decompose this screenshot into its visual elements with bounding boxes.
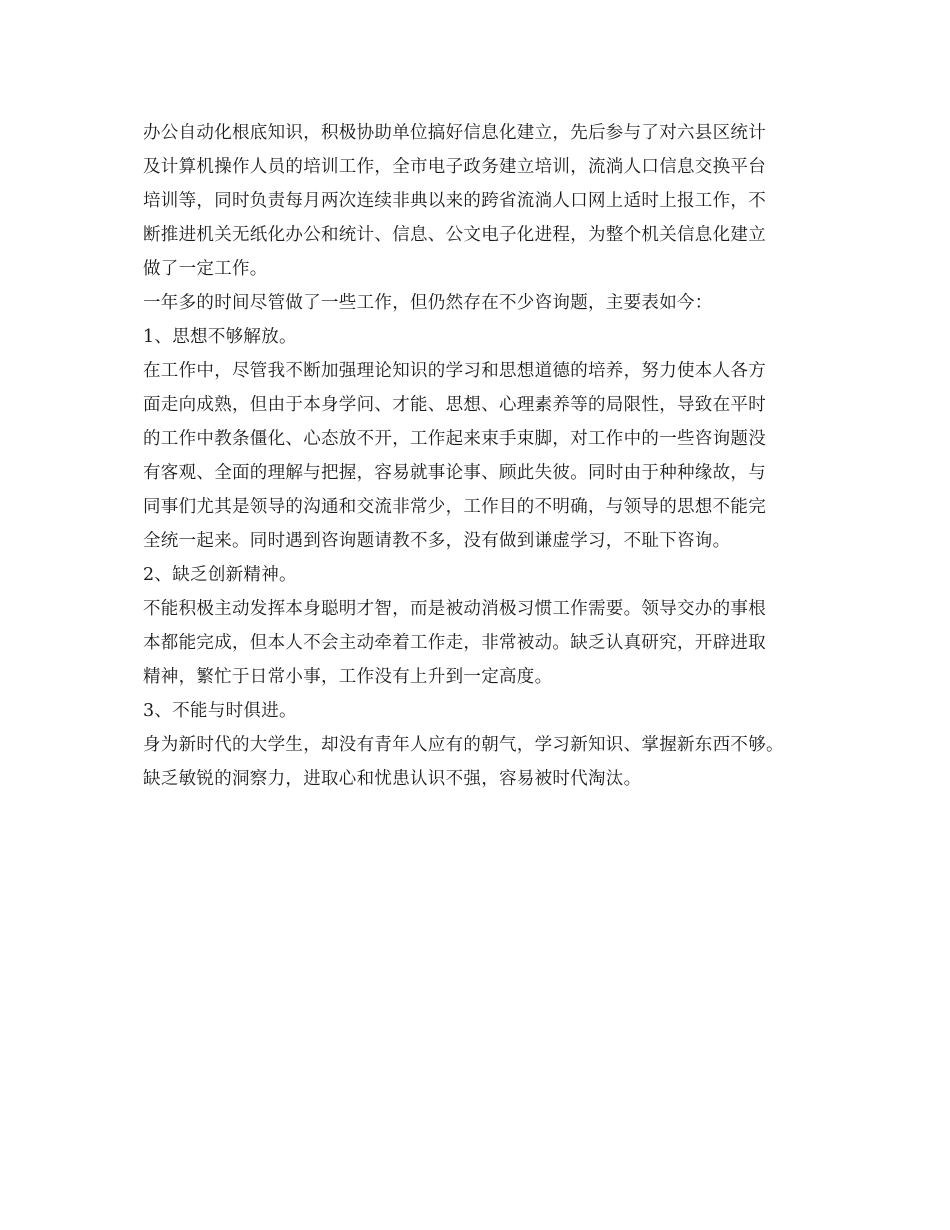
- text-line: 做了一定工作。: [143, 259, 268, 279]
- text-line: 断推进机关无纸化办公和统计、信息、公文电子化进程，为整个机关信息化建立: [143, 225, 766, 245]
- text-line: 精神，繁忙于日常小事，工作没有上升到一定高度。: [143, 667, 553, 687]
- text-line: 有客观、全面的理解与把握，容易就事论事、顾此失彼。同时由于种种缘故，与: [143, 463, 766, 483]
- text-line: 缺乏敏锐的洞察力，进取心和忧患认识不强，容易被时代淘汰。: [143, 769, 642, 789]
- text-line: 在工作中，尽管我不断加强理论知识的学习和思想道德的培养，努力使本人各方: [143, 361, 766, 381]
- text-line: 全统一起来。同时遇到咨询题请教不多，没有做到谦虚学习，不耻下咨询。: [143, 531, 731, 551]
- text-line: 及计算机操作人员的培训工作，全市电子政务建立培训，流淌人口信息交换平台: [143, 157, 766, 177]
- text-line: 办公自动化根底知识，积极协助单位搞好信息化建立，先后参与了对六县区统计: [143, 123, 766, 143]
- text-line: 同事们尤其是领导的沟通和交流非常少，工作目的不明确，与领导的思想不能完: [143, 497, 766, 517]
- text-line: 身为新时代的大学生，却没有青年人应有的朝气，学习新知识、掌握新东西不够。: [143, 735, 784, 755]
- section-heading: 3、不能与时俱进。: [143, 701, 297, 721]
- text-line: 不能积极主动发挥本身聪明才智，而是被动消极习惯工作需要。领导交办的事根: [143, 599, 766, 619]
- text-line: 培训等，同时负责每月两次连续非典以来的跨省流淌人口网上适时上报工作，不: [143, 191, 766, 211]
- text-line: 本都能完成，但本人不会主动牵着工作走，非常被动。缺乏认真研究，开辟进取: [143, 633, 766, 653]
- text-line: 面走向成熟，但由于本身学问、才能、思想、心理素养等的局限性，导致在平时: [143, 395, 766, 415]
- text-line: 一年多的时间尽管做了一些工作，但仍然存在不少咨询题，主要表如今：: [143, 293, 713, 313]
- text-line: 的工作中教条僵化、心态放不开，工作起来束手束脚，对工作中的一些咨询题没: [143, 429, 766, 449]
- section-heading: 2、缺乏创新精神。: [143, 565, 297, 585]
- document-body: [143, 116, 823, 796]
- section-heading: 1、思想不够解放。: [143, 327, 297, 347]
